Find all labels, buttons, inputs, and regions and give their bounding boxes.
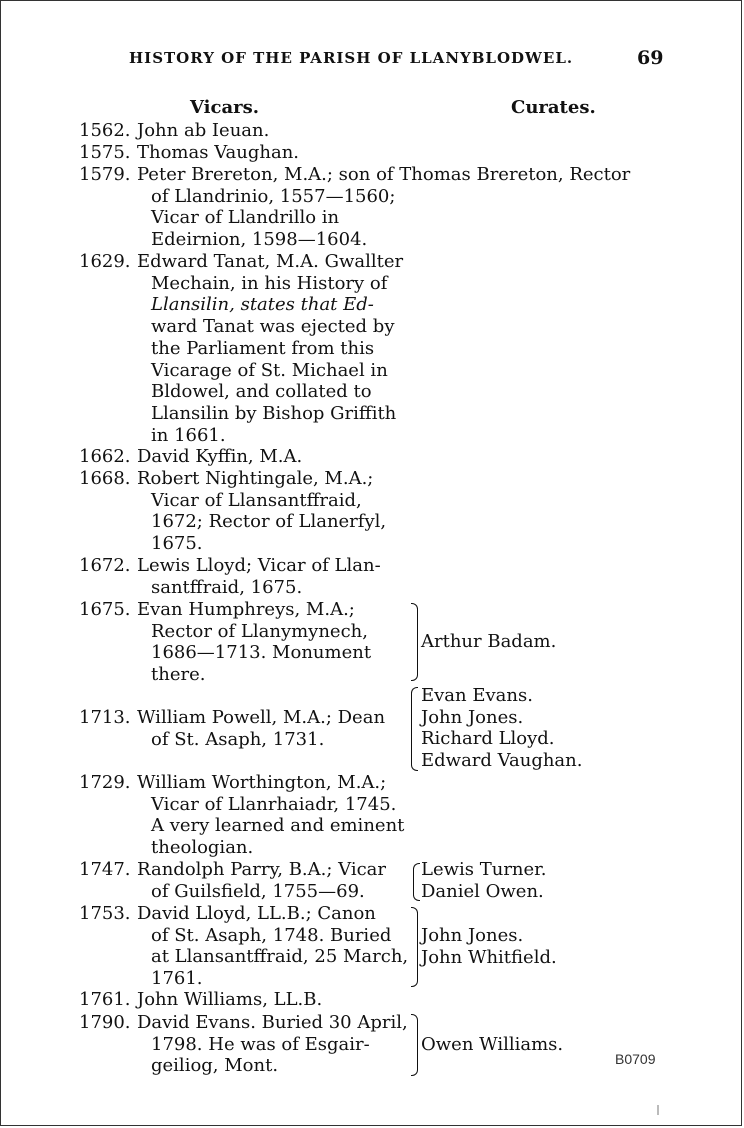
vicar-text [137,1012,409,1077]
vicar-line: Peter Brereton, M.A.; son of Thomas Brereton, Rector [137,164,631,185]
grouping-brace [413,863,420,901]
vicar-line: Mechain, in his History of [151,272,388,294]
entry-year: 1729. [79,772,131,793]
vicar-text [137,164,657,251]
entry-year: 1579. [79,164,131,185]
vicar-text [137,772,489,859]
vicar-line: Llansilin, states that Ed- [151,294,374,316]
vicar-line: Bldowel, and collated to [151,381,372,403]
vicar-line: Evan Humphreys, M.A.; [137,599,355,620]
running-header: HISTORY OF THE PARISH OF LLANYBLODWEL. [129,49,574,67]
vicar-text [137,903,409,990]
grouping-brace [411,687,418,771]
vicar-line: John Williams, LL.B. [137,989,323,1010]
curates-list [421,1034,563,1056]
entry-year: 1575. [79,142,131,163]
vicar-line: Edward Tanat, M.A. Gwallter [137,251,404,272]
vicar-line: of Llandrinio, 1557—1560; [151,185,396,207]
vicar-line: Randolph Parry, B.A.; Vicar [137,859,387,880]
vicar-text [137,859,409,902]
curate-name: John Jones. [421,706,524,728]
vicar-text [137,120,657,142]
vicar-line: John ab Ieuan. [137,120,270,141]
vicar-line: David Kyffin, M.A. [137,446,303,467]
vicar-line: Vicar of Llandrillo in [151,207,340,229]
vicar-text [137,142,657,164]
vicar-line: David Evans. Buried 30 April, [137,1012,408,1033]
vicar-line: of Guilsfield, 1755—69. [151,880,365,902]
entry-year: 1629. [79,251,131,272]
vicar-line: Robert Nightingale, M.A.; [137,468,374,489]
vicar-line: David Lloyd, LL.B.; Canon [137,903,376,924]
vicar-line: 1798. He was of Esgair- [151,1033,370,1055]
curates-list [421,631,556,653]
entry-year: 1675. [79,599,131,620]
entry-year: 1662. [79,446,131,467]
entry-year: 1747. [79,859,131,880]
vicar-line: Vicar of Llansantffraid, [151,489,362,511]
grouping-brace [411,1014,418,1076]
vicar-line: William Powell, M.A.; Dean [137,707,386,728]
catalog-stamp: B0709 [615,1051,656,1067]
vicar-line: Lewis Lloyd; Vicar of Llan- [137,555,381,576]
curates-list [421,925,557,968]
entry-year: 1668. [79,468,131,489]
entry-year: 1761. [79,989,131,1010]
vicar-line: Vicar of Llanrhaiadr, 1745. [151,793,397,815]
vicar-line: Llansilin by Bishop Griffith [151,402,397,424]
vicar-line: 1675. [151,533,203,555]
vicar-text [137,251,489,446]
curate-name: John Whitfield. [421,946,557,968]
vicar-line: William Worthington, M.A.; [137,772,387,793]
entry-year: 1790. [79,1012,131,1033]
vicar-line: of St. Asaph, 1731. [151,728,325,750]
vicar-line: 1672; Rector of Llanerfyl, [151,511,387,533]
vicar-line: there. [151,664,206,686]
curate-name: Owen Williams. [421,1034,564,1055]
vicar-text [137,707,409,750]
curates-list [421,859,547,902]
grouping-brace [411,603,418,681]
vicar-line: 1686—1713. Monument [151,642,372,664]
vicar-line: ward Tanat was ejected by [151,316,395,338]
vicar-text [137,989,657,1011]
curate-name: Lewis Turner. [421,859,547,880]
curate-name: Arthur Badam. [421,631,557,652]
vicar-line: the Parliament from this [151,337,375,359]
curate-name: Daniel Owen. [421,880,544,902]
entry-year: 1713. [79,707,131,728]
vicar-line: geiliog, Mont. [151,1055,279,1077]
scan-mark [657,1105,659,1115]
vicar-text [137,468,489,555]
vicar-line: of St. Asaph, 1748. Buried [151,924,392,946]
curate-name: Richard Lloyd. [421,728,555,750]
vicar-line: in 1661. [151,424,226,446]
vicars-column-heading: Vicars. [190,97,259,118]
vicar-line: santffraid, 1675. [151,576,303,598]
entry-year: 1753. [79,903,131,924]
vicar-text [137,446,657,468]
curate-name: John Jones. [421,925,524,946]
vicar-line: 1761. [151,968,203,990]
grouping-brace [411,907,418,987]
vicar-line: A very learned and eminent [151,815,405,837]
vicar-text [137,555,489,598]
vicar-line: Vicarage of St. Michael in [151,359,388,381]
curate-name: Edward Vaughan. [421,750,583,772]
entry-year: 1672. [79,555,131,576]
vicar-line: theologian. [151,837,254,859]
curate-name: Evan Evans. [421,685,533,706]
curates-list [421,685,582,772]
vicar-line: Thomas Vaughan. [137,142,300,163]
curates-column-heading: Curates. [511,97,596,118]
vicar-line: Rector of Llanymynech, [151,620,368,642]
vicar-line: Edeirnion, 1598—1604. [151,229,368,251]
entry-year: 1562. [79,120,131,141]
vicar-line: at Llansantffraid, 25 March, [151,946,409,968]
page-number: 69 [637,47,664,69]
